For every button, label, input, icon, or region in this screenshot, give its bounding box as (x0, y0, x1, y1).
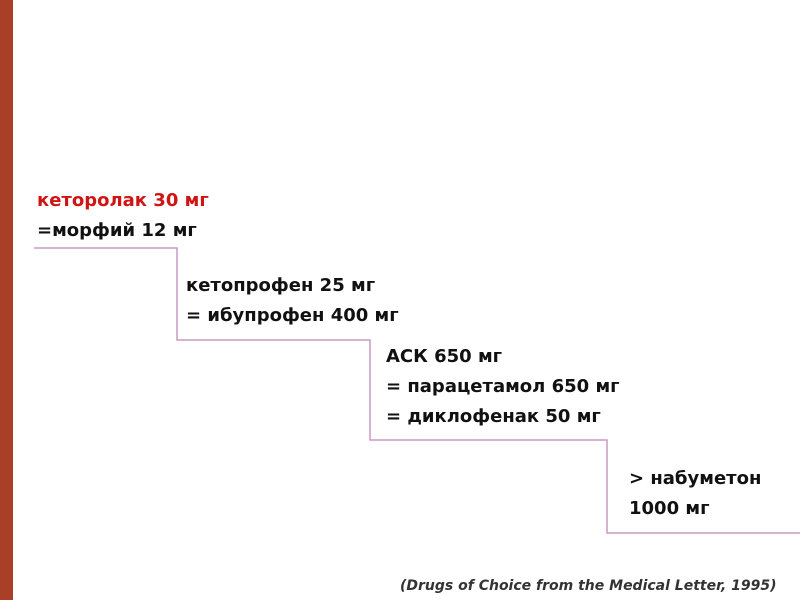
step-1-line-2: =морфий 12 мг (37, 220, 197, 241)
step-3-line-2: = парацетамол 650 мг (386, 376, 620, 397)
step-2-line-1: кетопрофен 25 мг (186, 275, 376, 296)
step-2-line-2: = ибупрофен 400 мг (186, 305, 399, 326)
step-4-line-1: > набуметон (629, 468, 762, 489)
staircase-path (34, 248, 800, 533)
step-4-line-2: 1000 мг (629, 498, 710, 519)
source-citation: (Drugs of Choice from the Medical Letter, 1995) (400, 578, 777, 594)
step-3-line-1: АСК 650 мг (386, 346, 503, 367)
step-3-line-3: = диклофенак 50 мг (386, 406, 601, 427)
step-1-line-1: кеторолак 30 мг (37, 190, 209, 211)
